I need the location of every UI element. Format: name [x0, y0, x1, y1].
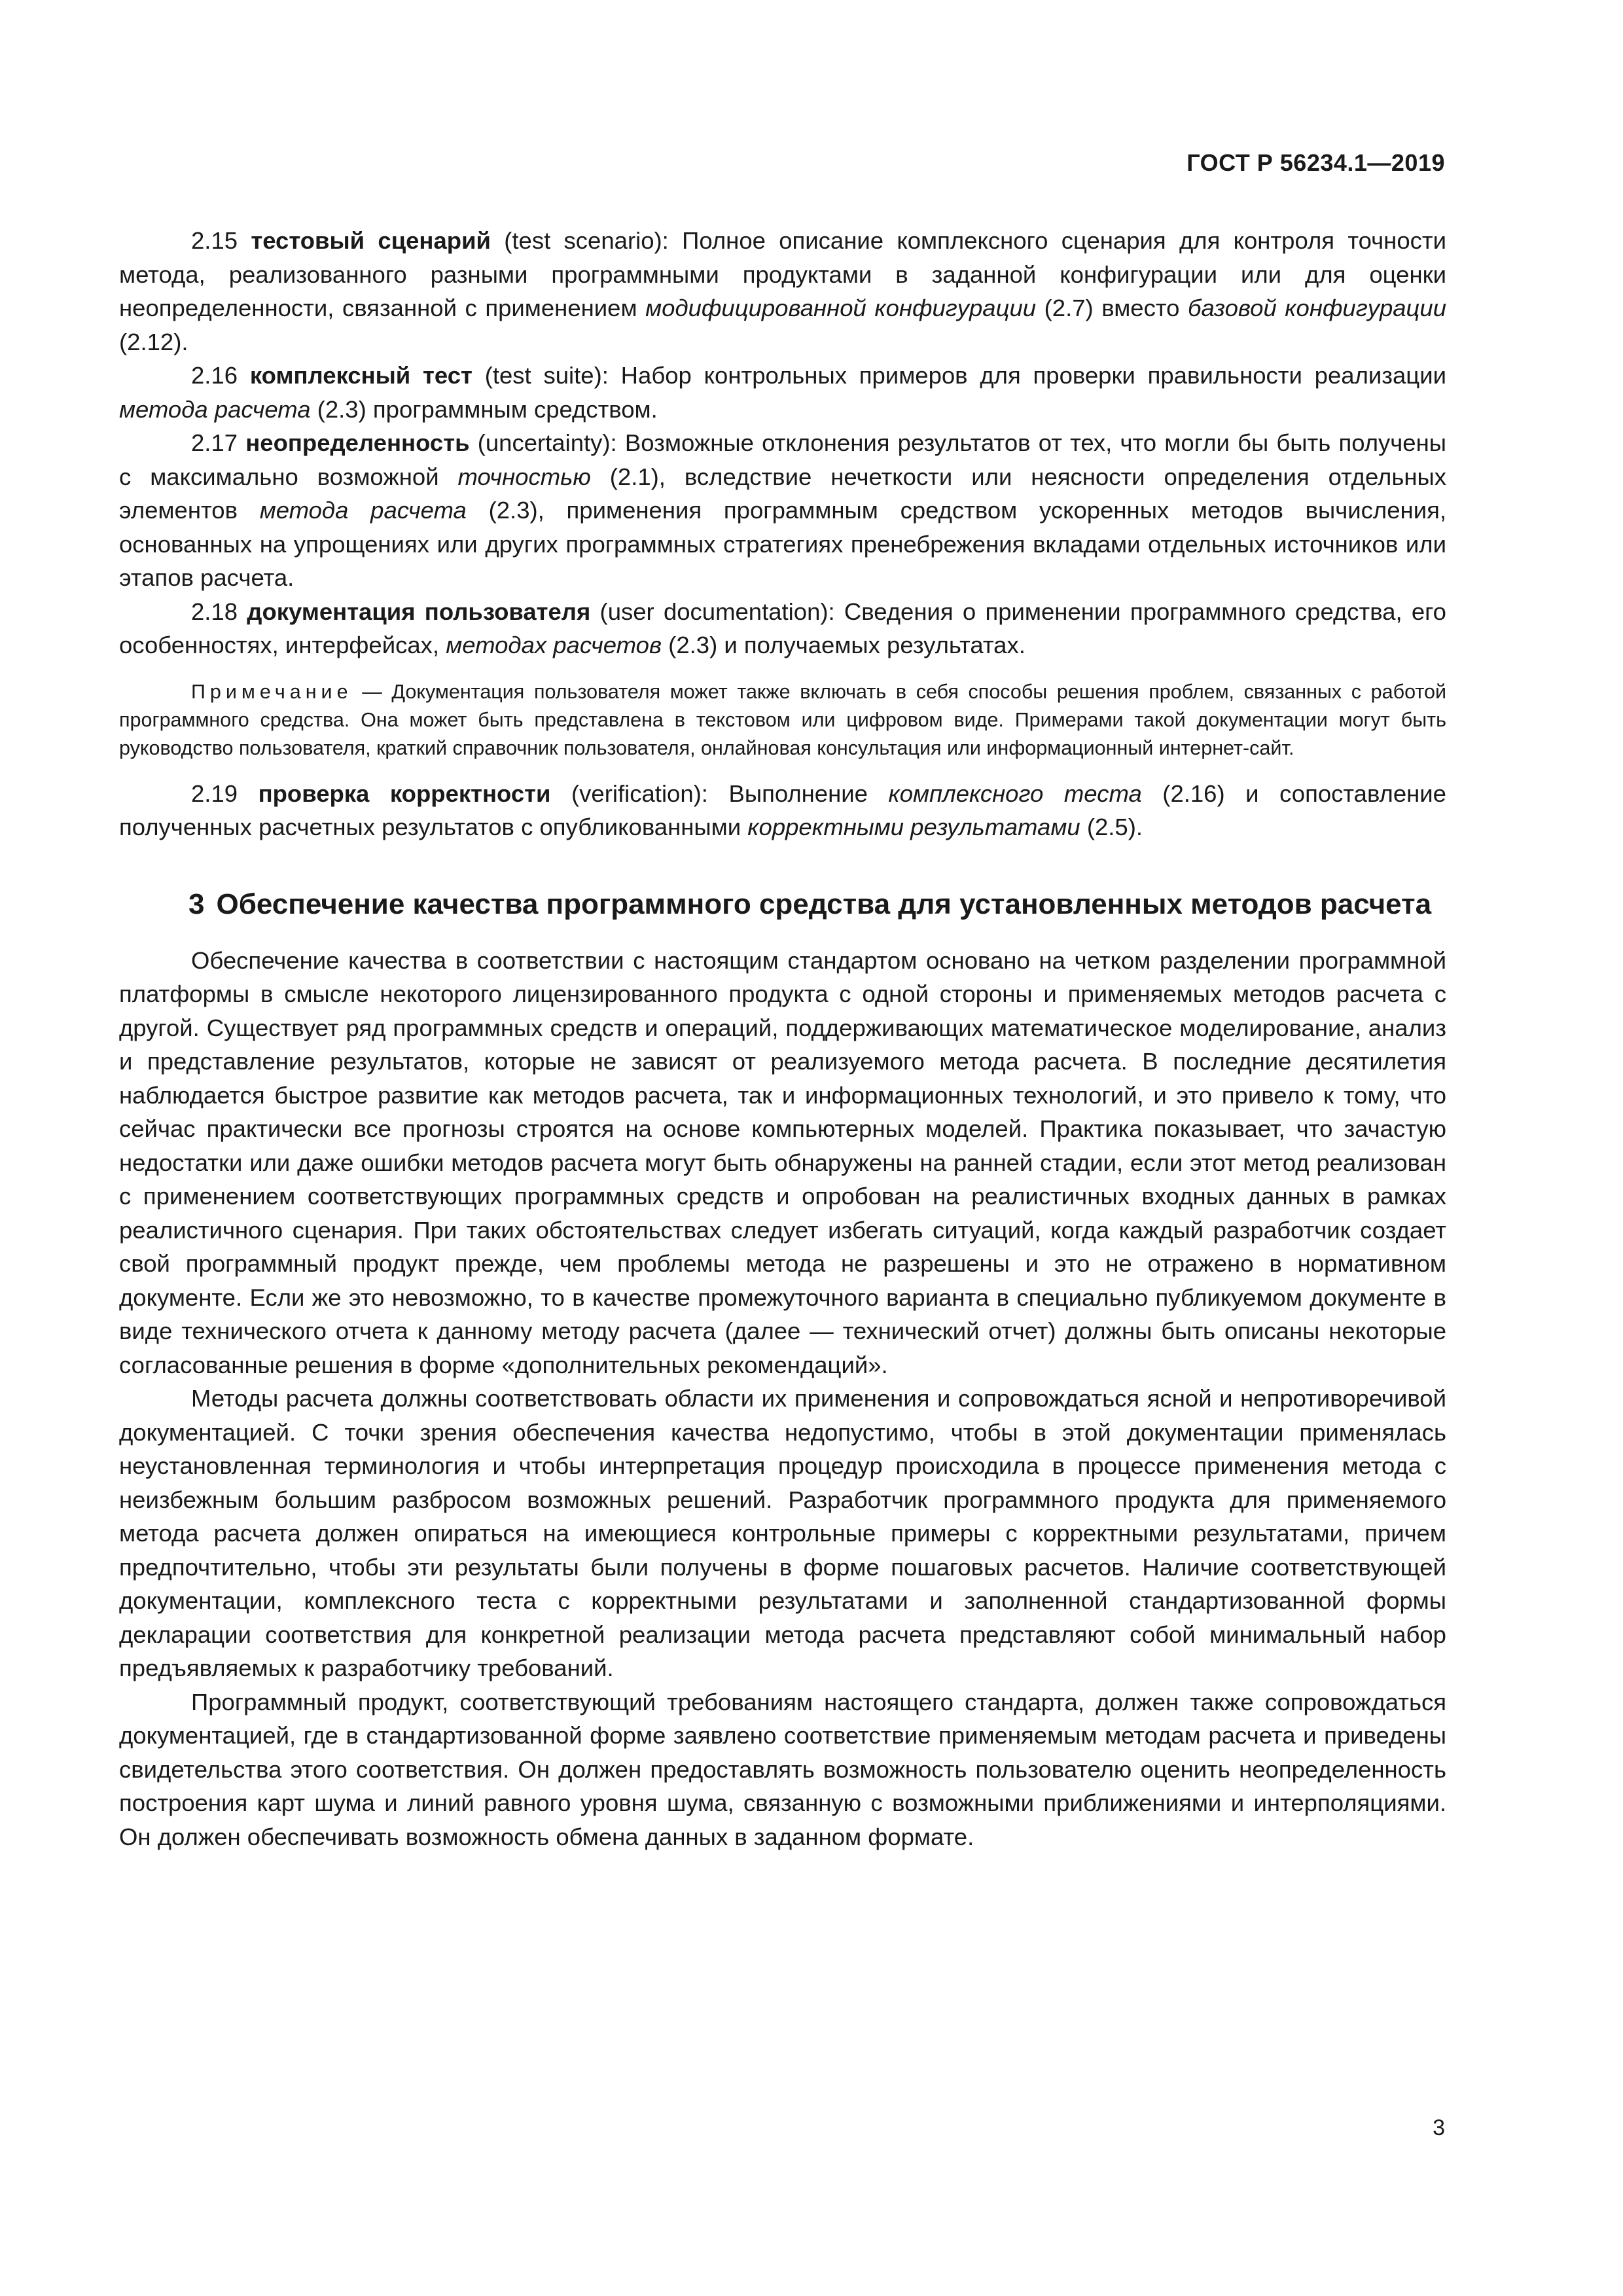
document-header: ГОСТ Р 56234.1—2019 — [1186, 149, 1445, 176]
term-name: документация пользователя — [247, 598, 591, 625]
term-text: (2.1), вследствие нечеткости или неясности определения отдельных элементов — [119, 463, 1446, 524]
note — [119, 678, 1446, 762]
page-number: 3 — [1433, 2115, 1445, 2140]
term-english: (verification): — [571, 780, 708, 807]
note-label: Примечание — [191, 680, 353, 703]
term-reference: базовой конфигурации — [1188, 295, 1447, 321]
term-name: комплексный тест — [249, 362, 473, 389]
term-reference: комплексного теста — [888, 780, 1142, 807]
term-text: (2.3) программным средством. — [310, 395, 658, 423]
term-number: 2.18 — [191, 598, 238, 625]
term-name: неопределенность — [245, 429, 470, 456]
term-reference: модифицированной конфигурации — [645, 295, 1037, 321]
term-english: (uncertainty): — [477, 429, 617, 456]
term-english: (test scenario): — [504, 227, 669, 254]
term-reference: метода расчета — [119, 395, 311, 423]
term-definition-2-19 — [119, 777, 1446, 844]
term-number: 2.17 — [191, 429, 238, 456]
term-definition-2-16 — [119, 359, 1446, 426]
term-text: (2.5). — [1080, 814, 1143, 840]
note-text: — Документация пользователя может также включать в себя способы решения проблем, связанных с работой программного средства. Она может быть представлена в текстовом или цифровом виде. Примерами такой документации могут быть руководство пользователя, краткий справочник пользователя, онлайновая консультация или информационный интернет-сайт. — [119, 680, 1446, 759]
term-number: 2.16 — [191, 362, 238, 389]
term-text: Сведения о применении программного средства, его особенностях, интерфейсах, — [119, 598, 1446, 658]
term-definition-2-18 — [119, 595, 1446, 662]
term-number: 2.19 — [191, 780, 238, 807]
term-text: (2.16) и сопоставление полученных расчетных результатов с опубликованными — [119, 780, 1446, 840]
section-title: Обеспечение качества программного средства для установленных методов расчета — [216, 888, 1432, 920]
document-body — [119, 224, 1446, 1854]
term-text: Набор контрольных примеров для проверки правильности реализации — [608, 362, 1446, 389]
term-reference: метода расчета — [259, 497, 467, 524]
term-english: (test suite): — [484, 362, 609, 389]
term-text: Возможные отклонения результатов от тех, что могли бы быть получены с максимально возможной — [119, 429, 1446, 490]
term-text: Полное описание комплексного сценария для контроля точности метода, реализованного разными программными продуктами в заданной конфигурации или для оценки неопределенности, связанной с применением — [119, 227, 1446, 321]
section-heading — [119, 885, 1446, 924]
term-text: (2.3), применения программным средством ускоренных методов вычисления, основанных на упрощениях или других программных стратегиях пренебрежения вкладами отдельных источников или этапов расчета. — [119, 497, 1446, 591]
body-paragraph: Методы расчета должны соответствовать области их применения и сопровождаться ясной и непротиворечивой документацией. С точки зрения обеспечения качества недопустимо, чтобы в этой документации применялась неустановленная терминология и чтобы интерпретация процедур происходила в процессе применения метода с неизбежным большим разбросом возможных решений. Разработчик программного продукта для применяемого метода расчета должен опираться на имеющиеся контрольные примеры с корректными результатами, причем предпочтительно, чтобы эти результаты были получены в форме пошаговых расчетов. Наличие соответствующей документации, комплексного теста с корректными результатами и заполненной стандартизованной формы декларации соответствия для конкретной реализации метода расчета представляют собой минимальный набор предъявляемых к разработчику требований. — [119, 1385, 1446, 1681]
term-text: (2.12). — [119, 328, 188, 355]
section-number: 3 — [188, 888, 205, 920]
term-reference: корректными результатами — [747, 814, 1080, 840]
body-paragraph: Программный продукт, соответствующий требованиям настоящего стандарта, должен также сопровождаться документацией, где в стандартизованной форме заявлено соответствие применяемым методам расчета и приведены свидетельства этого соответствия. Он должен предоставлять возможность пользователю оценить неопределенность построения карт шума и линий равного уровня шума, связанную с возможными приближениями и интерполяциями. Он должен обеспечивать возможность обмена данных в заданном формате. — [119, 1688, 1446, 1850]
term-name: тестовый сценарий — [251, 227, 491, 254]
term-text: Выполнение — [707, 780, 889, 807]
body-paragraph: Обеспечение качества в соответствии с настоящим стандартом основано на четком разделении программной платформы в смысле некоторого лицензированного продукта с одной стороны и применяемых методов расчета с другой. Существует ряд программных средств и операций, поддерживающих математическое моделирование, анализ и представление результатов, которые не зависят от реализуемого метода расчета. В последние десятилетия наблюдается быстрое развитие как методов расчета, так и информационных технологий, и это привело к тому, что сейчас практически все прогнозы строятся на основе компьютерных моделей. Практика показывает, что зачастую недостатки или даже ошибки методов расчета могут быть обнаружены на ранней стадии, если этот метод реализован с применением соответствующих программных средств и опробован на реалистичных входных данных в рамках реалистичного сценария. При таких обстоятельствах следует избегать ситуаций, когда каждый разработчик создает свой программный продукт прежде, чем проблемы метода не разрешены и это не отражено в нормативном документе. Если же это невозможно, то в качестве промежуточного варианта в специально публикуемом документе в виде технического отчета к данному методу расчета (далее — технический отчет) должны быть описаны некоторые согласованные решения в форме «дополнительных рекомендаций». — [119, 946, 1446, 1378]
term-english: (user documentation): — [599, 598, 835, 625]
term-reference: точностью — [457, 463, 591, 490]
term-definition-2-17 — [119, 426, 1446, 595]
term-text: (2.3) и получаемых результатах. — [662, 632, 1026, 658]
term-text: (2.7) вместо — [1036, 295, 1188, 321]
term-number: 2.15 — [191, 227, 238, 254]
term-definition-2-15 — [119, 224, 1446, 359]
term-name: проверка корректности — [258, 780, 551, 807]
term-reference: методах расчетов — [446, 632, 662, 658]
